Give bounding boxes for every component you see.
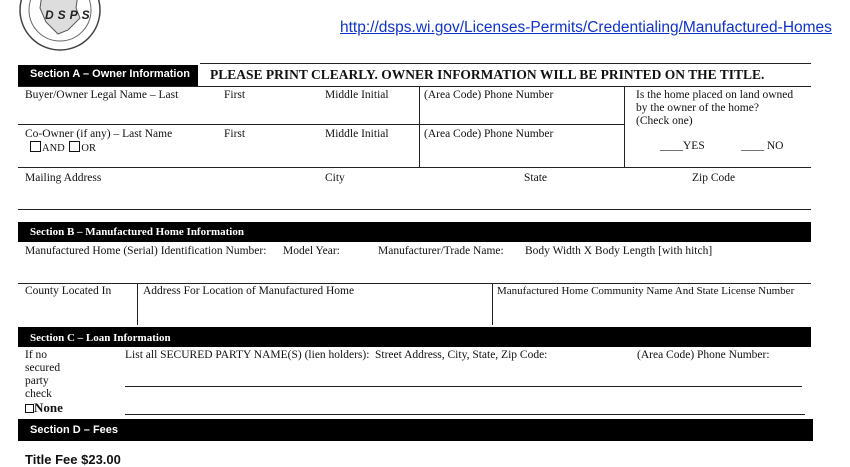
- model-year-label: Model Year:: [283, 245, 340, 257]
- section-b-title: Section B – Manufactured Home Information: [30, 226, 244, 238]
- city-label: City: [325, 172, 345, 184]
- section-a-title-bar: [18, 65, 198, 86]
- land-yes-option[interactable]: ____YES: [660, 140, 705, 152]
- section-b-title-bar: [18, 222, 811, 242]
- dsps-seal: [18, 0, 102, 52]
- section-d-title: Section D – Fees: [30, 424, 119, 436]
- and-checkbox[interactable]: [30, 141, 41, 152]
- header-url[interactable]: http://dsps.wi.gov/Licenses-Permits/Credentialing/Manufactured-Homes: [340, 19, 832, 36]
- if-no-line1: If no: [25, 349, 48, 361]
- section-a-title: Section A – Owner Information: [30, 68, 190, 80]
- owner-last-name-label: Buyer/Owner Legal Name – Last: [25, 89, 179, 101]
- land-question-line1: Is the home placed on land owned: [636, 89, 794, 101]
- and-label: AND: [42, 143, 65, 154]
- section-c-title-bar: [18, 327, 811, 347]
- zip-code-label: Zip Code: [692, 172, 736, 184]
- coowner-middle-initial-label: Middle Initial: [325, 128, 389, 140]
- secured-party-label: List all SECURED PARTY NAME(S) (lien holders):: [125, 349, 370, 361]
- if-no-line2: secured: [25, 362, 61, 374]
- serial-number-label: Manufactured Home (Serial) Identification Number:: [25, 245, 267, 257]
- section-c-title: Section C – Loan Information: [30, 332, 171, 344]
- none-label: None: [34, 400, 63, 415]
- title-fee-label: Title Fee $23.00: [25, 452, 121, 467]
- coowner-phone-label: (Area Code) Phone Number: [424, 128, 554, 140]
- or-label: OR: [81, 143, 96, 154]
- street-address-label: Street Address, City, State, Zip Code:: [375, 349, 548, 361]
- owner-first-name-label: First: [224, 89, 246, 101]
- home-address-label: Address For Location of Manufactured Home: [143, 285, 355, 297]
- land-question-line3: (Check one): [636, 115, 693, 127]
- if-no-line3: party: [25, 375, 49, 387]
- coowner-last-name-label: Co-Owner (if any) – Last Name: [25, 128, 173, 140]
- coowner-and-or: [30, 141, 96, 154]
- community-license-label: Manufactured Home Community Name And State License Number: [497, 285, 795, 297]
- section-d-title-bar: [18, 419, 813, 441]
- loan-phone-label: (Area Code) Phone Number:: [637, 349, 770, 361]
- none-option[interactable]: [25, 400, 63, 416]
- or-checkbox[interactable]: [69, 141, 80, 152]
- print-clearly-notice: PLEASE PRINT CLEARLY. OWNER INFORMATION WILL BE PRINTED ON THE TITLE.: [210, 67, 765, 82]
- owner-middle-initial-label: Middle Initial: [325, 89, 389, 101]
- state-label: State: [524, 172, 547, 184]
- manufacturer-label: Manufacturer/Trade Name:: [378, 245, 504, 257]
- land-question-line2: by the owner of the home?: [636, 102, 759, 114]
- owner-phone-label: (Area Code) Phone Number: [424, 89, 554, 101]
- coowner-first-name-label: First: [224, 128, 246, 140]
- seal-text: DSPS: [45, 8, 94, 22]
- dimensions-label: Body Width X Body Length [with hitch]: [525, 245, 713, 257]
- mailing-address-label: Mailing Address: [25, 172, 102, 184]
- if-no-line4: check: [25, 388, 52, 400]
- land-no-option[interactable]: ____ NO: [741, 140, 784, 152]
- county-label: County Located In: [25, 285, 112, 297]
- none-checkbox[interactable]: [25, 404, 34, 413]
